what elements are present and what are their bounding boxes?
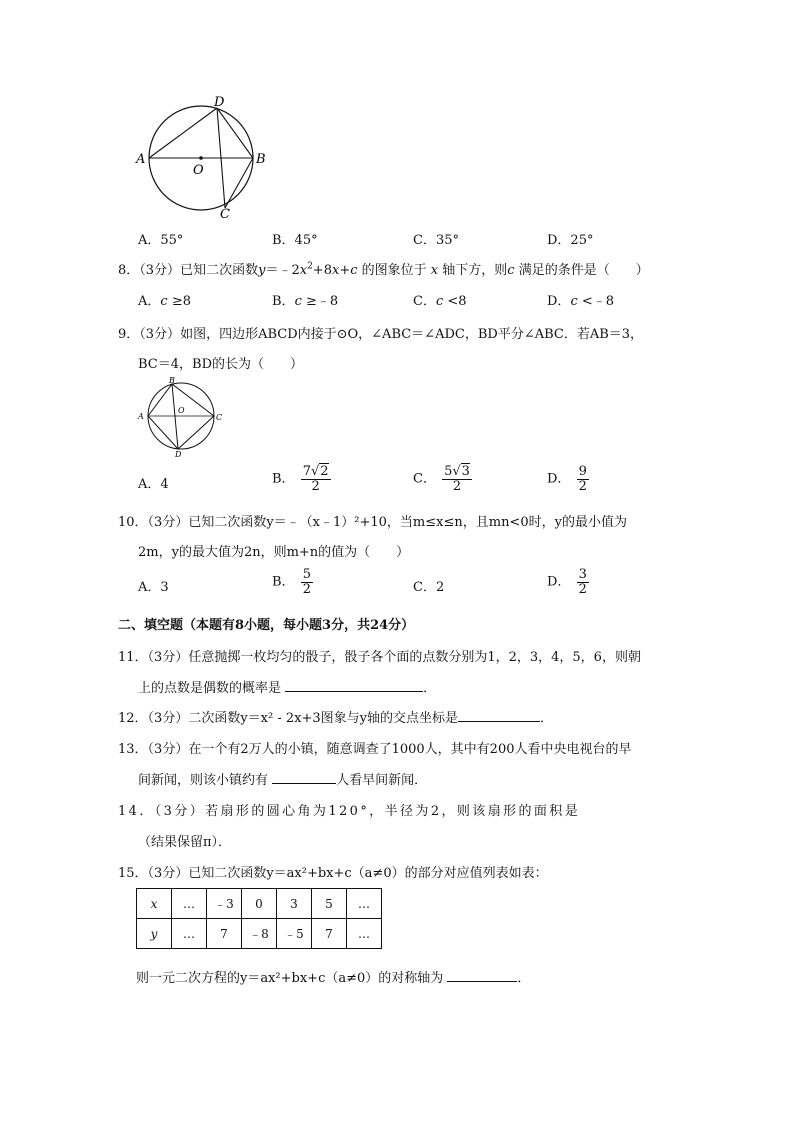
q9-option-d: D． $\frac{9}{2}$ bbox=[547, 464, 587, 494]
question-15-tail: 则一元二次方程的y＝ax²+bx+c（a≠0）的对称轴为 ． bbox=[136, 971, 531, 986]
q7-option-d: D．25° bbox=[547, 233, 594, 248]
q9-option-b: B． $\frac{7√2}{2}$ bbox=[272, 464, 329, 494]
fig7-label-c: C bbox=[220, 207, 230, 222]
q7-option-c: C．35° bbox=[413, 233, 459, 248]
q7-option-b: B．45° bbox=[272, 233, 318, 248]
q7-option-a: A．55° bbox=[138, 233, 184, 248]
question-15: 15．（3分）已知二次函数y＝ax²+bx+c（a≠0）的部分对应值列表如表： bbox=[118, 866, 548, 881]
q8-option-d: D．c <﹣8 bbox=[547, 294, 615, 309]
q8-option-c: C．c <8 bbox=[413, 294, 467, 309]
q10-option-a: A．3 bbox=[138, 580, 169, 595]
fig7-label-o: O bbox=[193, 163, 204, 178]
fig7-label-d: D bbox=[214, 95, 225, 110]
q10-option-b: B． $\frac{5}{2}$ bbox=[272, 567, 311, 597]
q9-option-a: A．4 bbox=[138, 477, 169, 492]
question-11-line-1: 11．（3分）任意抛掷一枚均匀的骰子，骰子各个面的点数分别为1，2，3，4，5，6，则朝 bbox=[118, 650, 641, 665]
circle-figure-q7 bbox=[130, 92, 280, 224]
fig9-label-d: D bbox=[175, 450, 182, 457]
question-10-line-2: 2m，y的最大值为2n，则m+n的值为（ ） bbox=[138, 545, 410, 560]
question-13-line-2: 间新闻，则该小镇约有 人看早间新闻． bbox=[138, 773, 428, 788]
section-2-heading: 二、填空题（本题有8小题，每小题3分，共24分） bbox=[118, 618, 415, 633]
q8-option-a: A．c ≥8 bbox=[138, 294, 191, 309]
question-11-line-2: 上的点数是偶数的概率是 ． bbox=[138, 681, 437, 696]
q11-answer-blank[interactable] bbox=[285, 679, 423, 692]
fig9-label-c: C bbox=[216, 413, 223, 422]
fig7-label-b: B bbox=[256, 152, 266, 167]
q12-answer-blank[interactable] bbox=[458, 709, 540, 722]
question-12: 12．（3分）二次函数y＝x² - 2x+3图象与y轴的交点坐标是 ． bbox=[118, 711, 553, 726]
q15-answer-blank[interactable] bbox=[447, 969, 517, 982]
fig9-label-a: A bbox=[138, 412, 144, 421]
question-8: 8．（3分）已知二次函数$y=﹣2x^2+8x+c$ 的图象位于 x 轴下方，则c 满足的条件是（ ） bbox=[118, 261, 649, 278]
table-row: y … 7 ﹣8 ﹣5 7 … bbox=[137, 919, 382, 949]
q9-option-c: C． $\frac{5√3}{2}$ bbox=[413, 464, 470, 494]
q10-option-d: D． $\frac{3}{2}$ bbox=[547, 567, 587, 597]
question-9-line-1: 9．（3分）如图，四边形ABCD内接于⊙O，∠ABC＝∠ADC，BD平分∠ABC．若AB＝3， bbox=[118, 327, 644, 342]
q8-option-b: B．c ≥﹣8 bbox=[272, 294, 339, 309]
question-9-line-2: BC＝4，BD的长为（ ） bbox=[138, 357, 303, 372]
question-14-line-2: （结果保留π）． bbox=[138, 835, 232, 850]
fig9-label-b: B bbox=[169, 376, 175, 385]
value-table bbox=[136, 888, 382, 949]
question-10-line-1: 10．（3分）已知二次函数y＝﹣（x﹣1）²+10，当m≤x≤n，且mn<0时，y的最小值为 bbox=[118, 515, 627, 530]
q10-option-c: C．2 bbox=[413, 580, 445, 595]
quadrilateral-figure-q9 bbox=[136, 375, 226, 457]
question-14-line-1: 14．（3分）若扇形的圆心角为120°，半径为2，则该扇形的面积是 bbox=[118, 804, 581, 819]
question-13-line-1: 13．（3分）在一个有2万人的小镇，随意调查了1000人，其中有200人看中央电视台的早 bbox=[118, 742, 632, 757]
table-row: x … ﹣3 0 3 5 … bbox=[137, 889, 382, 919]
fig9-label-o: O bbox=[178, 406, 185, 415]
q13-answer-blank[interactable] bbox=[272, 771, 336, 784]
fig7-label-a: A bbox=[136, 152, 146, 167]
